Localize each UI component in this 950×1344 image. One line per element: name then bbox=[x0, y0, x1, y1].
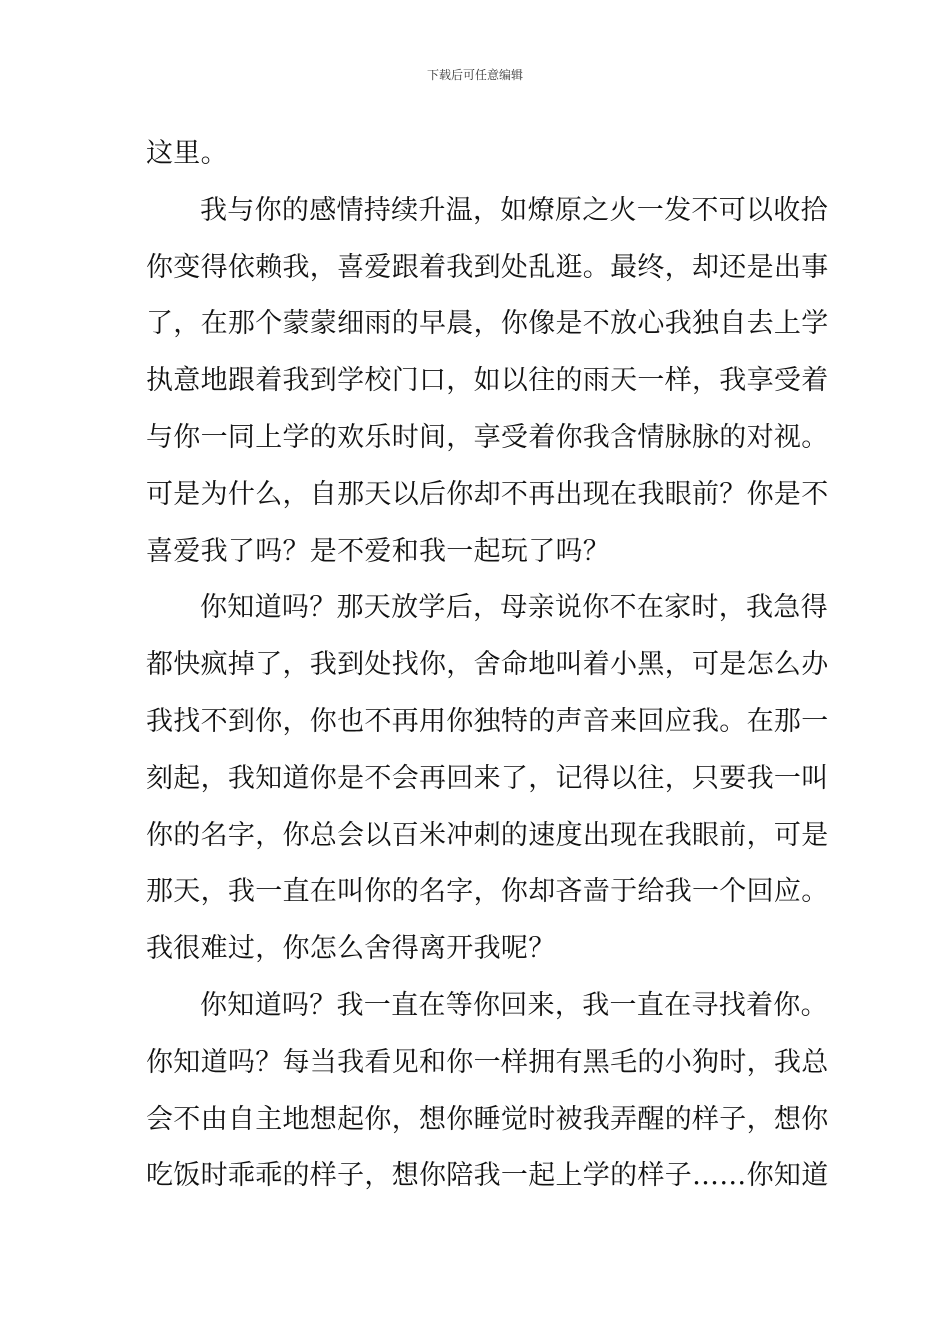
paragraph-first-line: 你知道吗？那天放学后，母亲说你不在家时，我急得 bbox=[200, 592, 828, 624]
text-line: 吃饭时乖乖的样子，想你陪我一起上学的样子……你知道 bbox=[146, 1160, 829, 1192]
text-line: 这里。 bbox=[146, 138, 228, 169]
text-line: 会不由自主地想起你，想你睡觉时被我弄醒的样子，想你 bbox=[146, 1103, 829, 1135]
text-line: 我找不到你，你也不再用你独特的声音来回应我。在那一 bbox=[146, 705, 829, 737]
text-line: 那天，我一直在叫你的名字，你却吝啬于给我一个回应。 bbox=[146, 876, 829, 908]
text-line: 都快疯掉了，我到处找你，舍命地叫着小黑，可是怎么办 bbox=[146, 649, 829, 681]
paragraph-first-line: 你知道吗？我一直在等你回来，我一直在寻找着你。 bbox=[200, 989, 828, 1021]
text-line: 刻起，我知道你是不会再回来了，记得以往，只要我一叫 bbox=[146, 762, 829, 794]
document-body bbox=[146, 126, 829, 1205]
text-line: 你知道吗？每当我看见和你一样拥有黑毛的小狗时，我总 bbox=[146, 1046, 829, 1078]
text-line: 我很难过，你怎么舍得离开我呢？ bbox=[146, 933, 556, 965]
text-line: 与你一同上学的欢乐时间，享受着你我含情脉脉的对视。 bbox=[146, 421, 829, 453]
text-line: 喜爱我了吗？是不爱和我一起玩了吗？ bbox=[146, 535, 611, 567]
paragraph-first-line: 我与你的感情持续升温，如燎原之火一发不可以收拾 bbox=[200, 194, 828, 226]
text-line: 了，在那个蒙蒙细雨的早晨，你像是不放心我独自去上学 bbox=[146, 308, 829, 340]
page-header: 下载后可任意编辑 bbox=[426, 68, 523, 82]
text-line: 你变得依赖我，喜爱跟着我到处乱逛。最终，却还是出事 bbox=[146, 251, 829, 283]
text-line: 执意地跟着我到学校门口，如以往的雨天一样，我享受着 bbox=[146, 365, 829, 397]
text-line: 你的名字，你总会以百米冲刺的速度出现在我眼前，可是 bbox=[146, 819, 829, 851]
text-line: 可是为什么，自那天以后你却不再出现在我眼前？你是不 bbox=[146, 478, 829, 510]
